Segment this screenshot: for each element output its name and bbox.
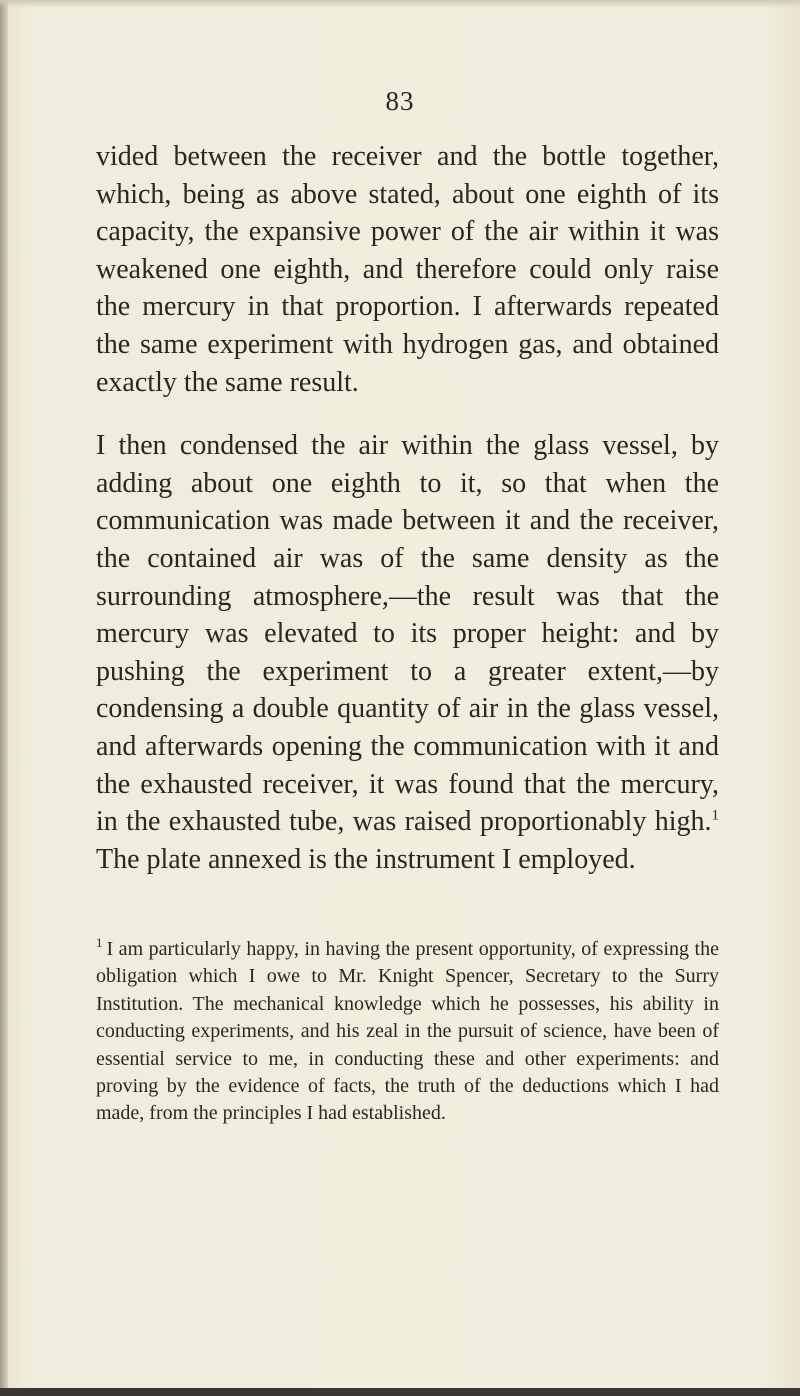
paragraph-2	[96, 427, 719, 878]
page-binding-edge	[0, 0, 8, 1396]
paragraph-2-text: I then condensed the air within the glass vessel, by adding about one eighth to it, so that when the communication was made between it and the receiver, the contained air was of the same density as the surrounding atmosphere,—the result was that the mercury was elevated to its proper height: and by pushing the experiment to a greater extent,—by condensing a double quantity of air in the glass vessel, and afterwards opening the communication with it and the exhausted receiver, it was found that the mercury, in the exhausted tube, was raised proportionably high.	[96, 430, 719, 838]
footnote-marker: 1	[96, 935, 103, 951]
paragraph-1: vided between the receiver and the bottle together, which, being as above stated, about one eighth of its capacity, the expansive power of the air within it was weakened one eighth, and therefore could only raise the mercury in that proportion. I afterwards repeated the same experiment with hydrogen gas, and obtained exactly the same result.	[96, 141, 719, 398]
page-number: 83	[385, 86, 415, 116]
page-top-shadow	[0, 0, 800, 8]
footnote-reference: 1	[711, 807, 719, 824]
footnote	[96, 936, 719, 1128]
page-bottom-edge	[0, 1388, 800, 1396]
footnote-text: I am particularly happy, in having the present opportunity, of expressing the obligation which I owe to Mr. Knight Spencer, Secretary to the Surry Institution. The mechanical knowledge which he possesses, his ability in conducting experiments, and his zeal in the pursuit of science, have been of essential service to me, in conducting these and other experiments: and proving by the evidence of facts, the truth of the deductions which I had made, from the principles I had established.	[96, 938, 719, 1125]
main-text	[96, 138, 719, 878]
paragraph-2-tail: The plate annexed is the instrument I employed.	[96, 843, 636, 875]
